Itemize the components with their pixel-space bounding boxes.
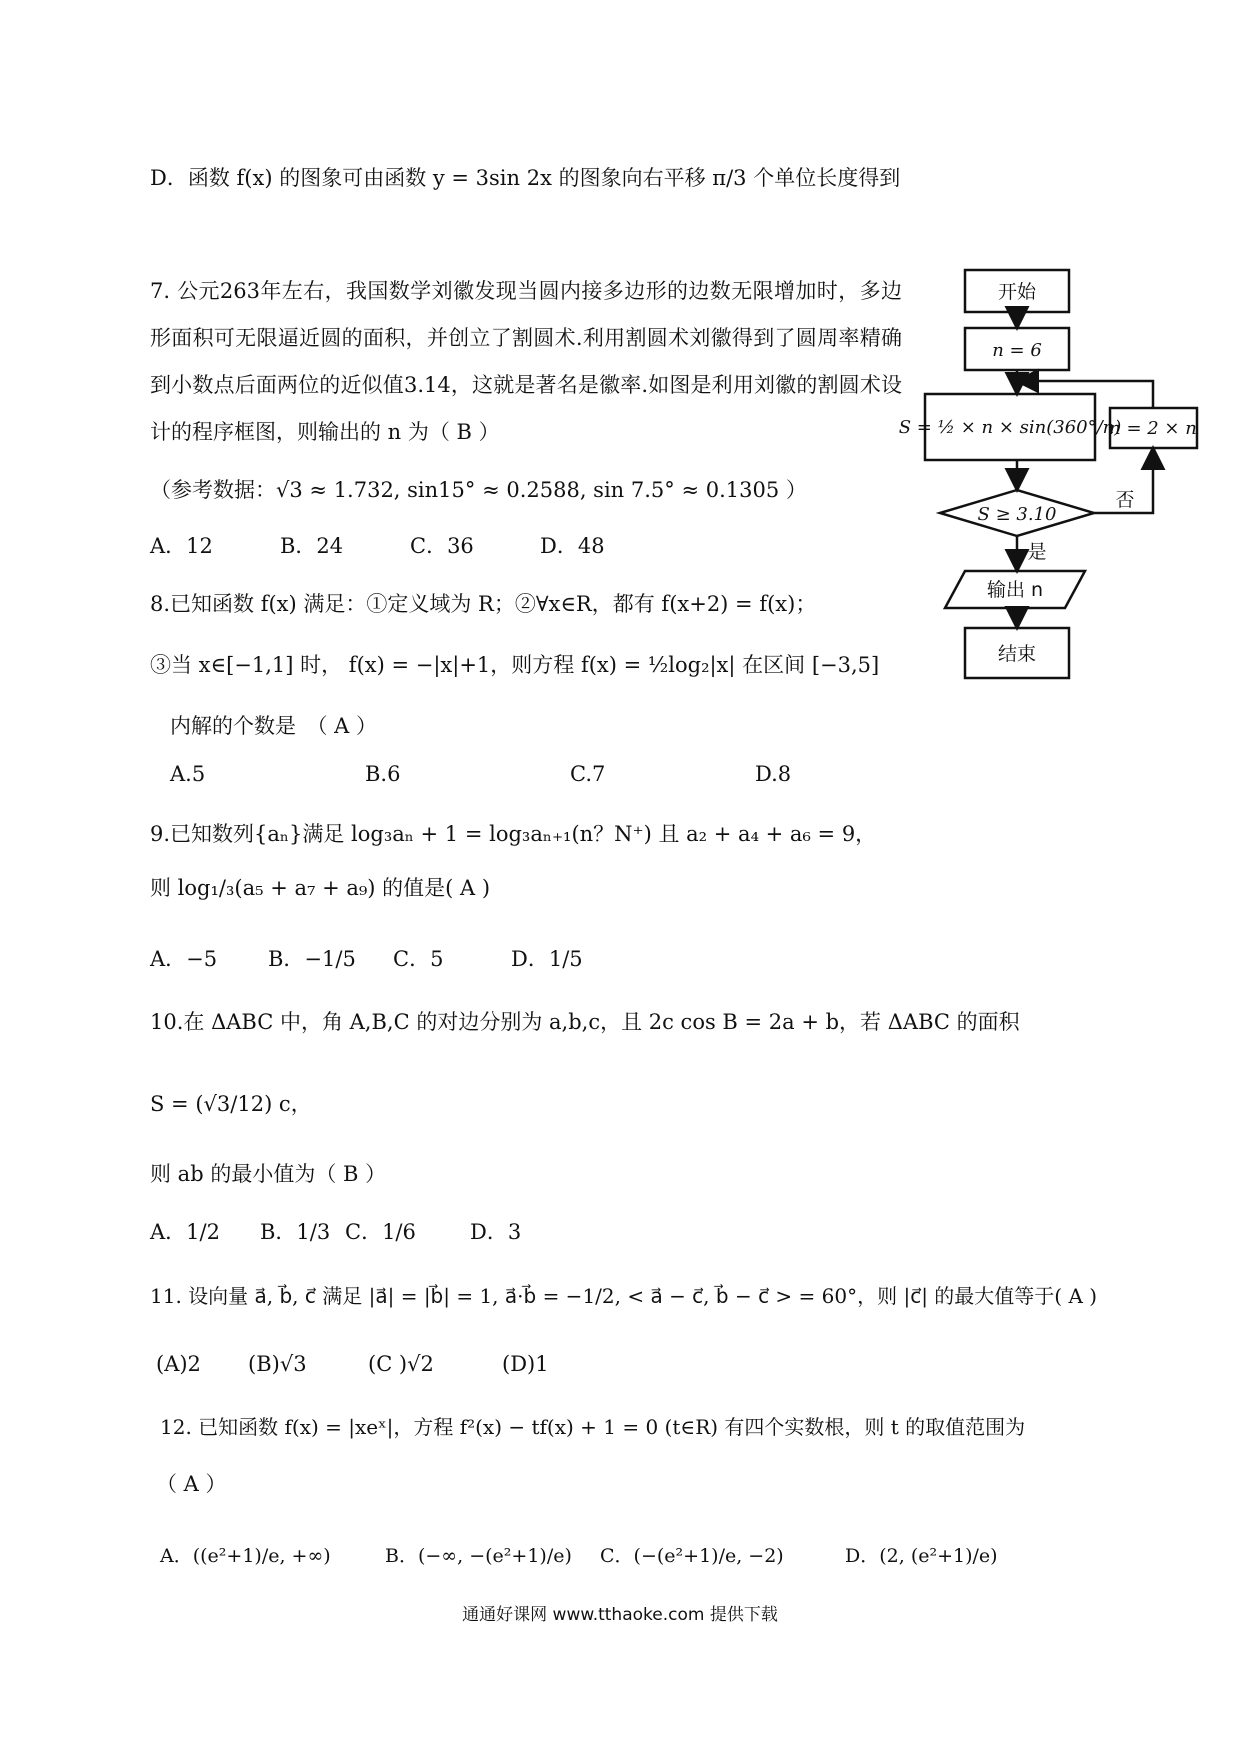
q8-line3: 内解的个数是 （ A ） [170,714,378,738]
q11-option-c: (C )√2 [368,1352,434,1376]
page-footer: 通通好课网 www.tthaoke.com 提供下载 [462,1605,778,1625]
flowchart-output-label: 输出 n [986,579,1044,601]
flowchart-start-label: 开始 [997,281,1037,303]
q9-line2: 则 log₁/₃(a₅ + a₇ + a₉) 的值是( A ) [150,876,491,900]
q7-text: 7. 公元263年左右，我国数学刘徽发现当圆内接多边形的边数无限增加时，多边形面积可无限逼近圆的面积，并创立了割圆术.利用割圆术刘徽得到了圆周率精确到小数点后面两位的近似值3.14，这就是著名是徽率.如图是利用刘徽的割圆术设计的程序框图，则输出的 n 为（ B ） [150,279,902,444]
q11-option-d: (D)1 [502,1352,549,1376]
q8-option-b: B.6 [365,762,401,786]
q8-line1: 8.已知函数 f(x) 满足：①定义域为 R；②∀x∈R，都有 f(x+2) = f(x)； [150,592,817,616]
flowchart [898,268,1205,688]
q10-line2: S = (√3/12) c， [150,1092,312,1116]
q10-option-d: D．3 [470,1220,522,1244]
q7-option-b: B．24 [280,534,344,558]
q12-option-b: B．(−∞, −(e²+1)/e) [385,1545,572,1567]
q11-option-b: (B)√3 [248,1352,307,1376]
q7-option-a: A．12 [150,534,213,558]
q10-line3: 则 ab 的最小值为（ B ） [150,1162,387,1186]
q7-option-c: C．36 [410,534,474,558]
flowchart-no-label: 否 [1115,489,1135,511]
q12-options [160,1542,1045,1570]
q9-options [150,945,611,973]
q11-option-a: (A)2 [156,1352,201,1376]
q9-option-d: D．1/5 [511,947,583,971]
q9-option-c: C．5 [393,947,444,971]
flowchart-end-label: 结束 [997,643,1037,665]
q10-line1: 10.在 ΔABC 中，角 A,B,C 的对边分别为 a,b,c，且 2c cos B = 2a + b，若 ΔABC 的面积 [150,1010,1020,1034]
q8-option-c: C.7 [570,762,606,786]
q6-option-d: D．函数 f(x) 的图象可由函数 y = 3sin 2x 的图象向右平移 π/3 个单位长度得到 [150,166,901,190]
q8-options [170,760,835,788]
flowchart-init-label: n = 6 [992,340,1042,361]
q7-options [150,532,670,560]
q12-line1: 12. 已知函数 f(x) = |xeˣ|，方程 f²(x) − tf(x) + 1 = 0 (t∈R) 有四个实数根，则 t 的取值范围为 [160,1415,1026,1439]
q12-option-d: D．(2, (e²+1)/e) [845,1545,998,1567]
q8-option-d: D.8 [755,762,792,786]
flowchart-process-label: S = ½ × n × sin(360°/n) [898,417,1122,438]
q7-option-d: D．48 [540,534,605,558]
q9-line1: 9.已知数列{aₙ}满足 log₃aₙ + 1 = log₃aₙ₊₁(n？N⁺) 且 a₂ + a₄ + a₆ = 9， [150,822,877,846]
q10-option-a: A．1/2 [150,1220,220,1244]
flowchart-update-label: n = 2 × n [1109,418,1197,439]
q12-option-a: A．((e²+1)/e, +∞) [160,1545,331,1567]
q9-option-a: A．−5 [150,947,218,971]
flowchart-yes-label: 是 [1027,541,1047,563]
q10-option-b: B．1/3 [260,1220,331,1244]
q12-option-c: C．(−(e²+1)/e, −2) [600,1545,784,1567]
q12-line2: （ A ） [156,1472,227,1496]
q8-option-a: A.5 [170,762,206,786]
q11-options [156,1350,562,1378]
q10-option-c: C．1/6 [345,1220,416,1244]
q10-options [150,1218,550,1246]
q8-line2: ③当 x∈[−1,1] 时， f(x) = −|x|+1，则方程 f(x) = ½log₂|x| 在区间 [−3,5] [150,653,880,677]
q7-reference-data: （参考数据：√3 ≈ 1.732, sin15° ≈ 0.2588, sin 7.5° ≈ 0.1305 ） [150,478,807,502]
q9-option-b: B．−1/5 [268,947,356,971]
flowchart-decision-label: S ≥ 3.10 [977,504,1057,525]
q11-line1: 11. 设向量 a⃗, b⃗, c⃗ 满足 |a⃗| = |b⃗| = 1, a⃗·b⃗ = −1/2, < a⃗ − c⃗, b⃗ − c⃗ > = 60°，则 |c⃗| 的最大值等于( A ) [150,1284,1098,1308]
